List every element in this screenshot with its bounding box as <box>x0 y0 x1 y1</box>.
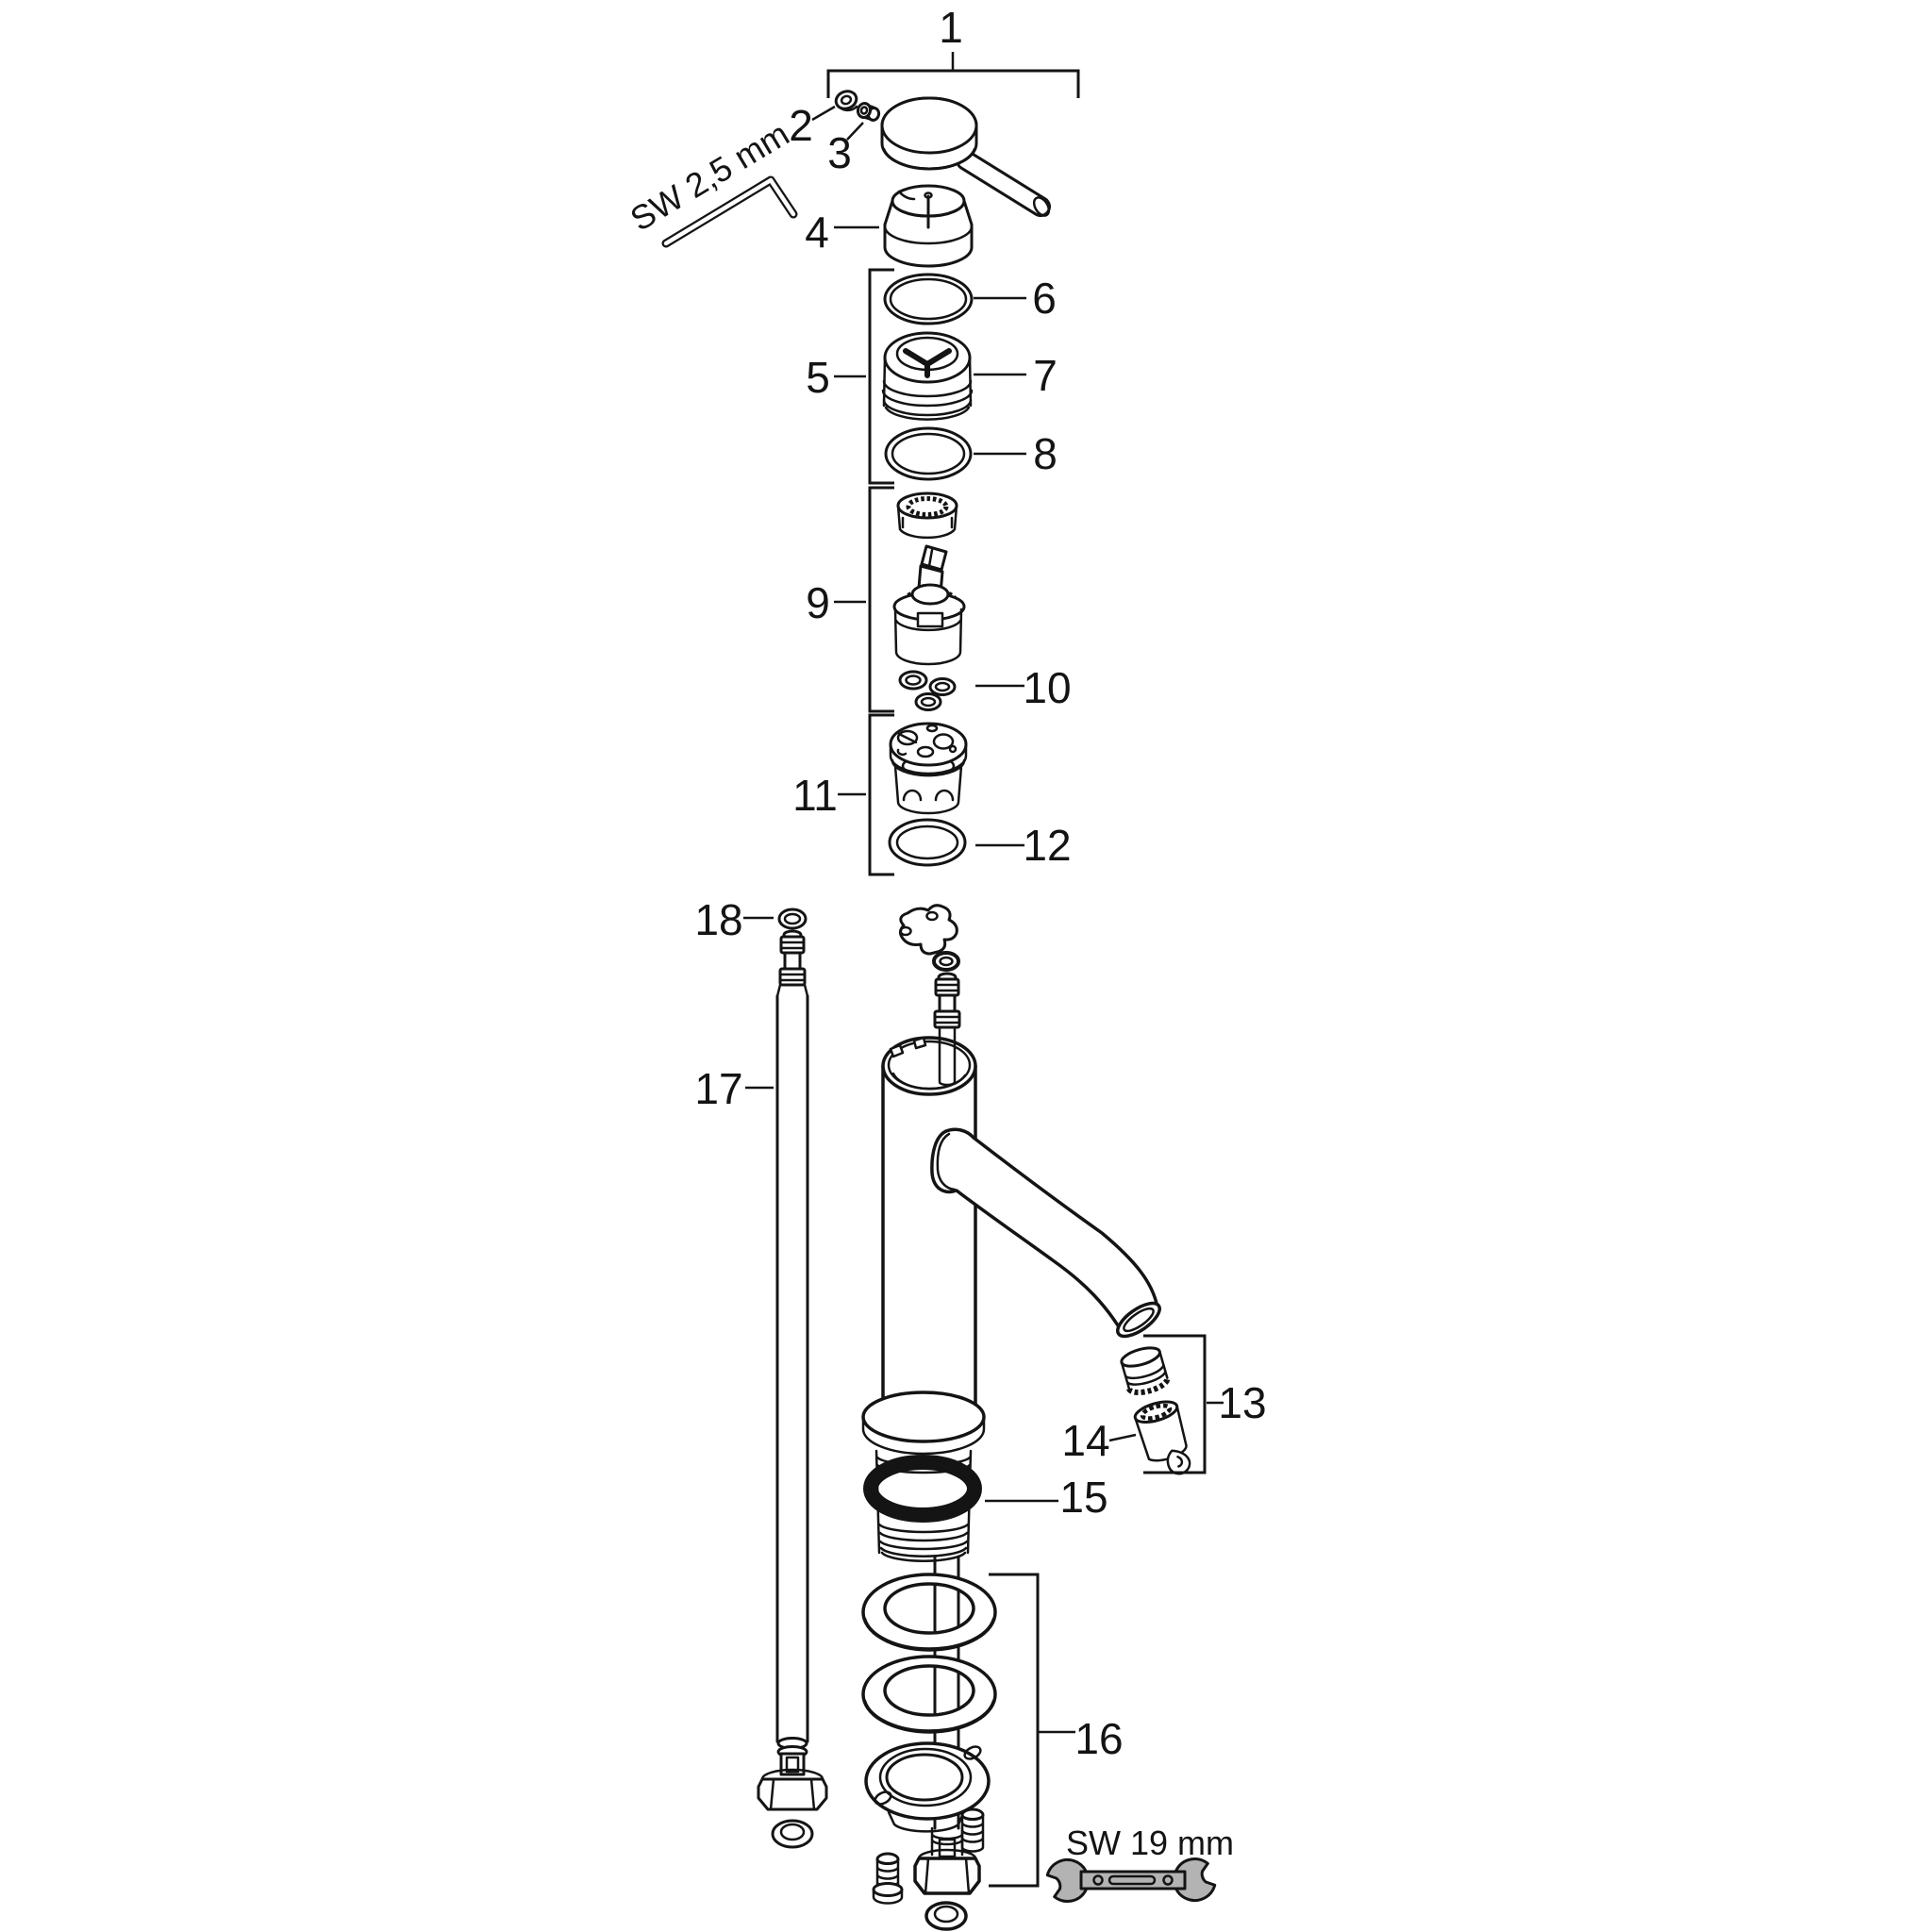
bracket-part-1 <box>828 71 1078 98</box>
part-lock-ring <box>898 493 957 538</box>
part-oring-18 <box>779 909 806 928</box>
part-cap-nut <box>834 89 859 111</box>
callout-15: 15 <box>1059 1473 1108 1522</box>
callout-9: 9 <box>806 578 830 627</box>
part-shank-nut <box>915 1828 979 1893</box>
callout-13: 13 <box>1218 1378 1267 1427</box>
leader-2 <box>812 107 835 120</box>
callout-14: 14 <box>1061 1416 1110 1465</box>
part-bottom-washer <box>926 1903 966 1929</box>
part-fixation-set <box>863 1574 995 1929</box>
part-plug-screw-left <box>874 1854 902 1904</box>
callout-16: 16 <box>1074 1714 1124 1763</box>
callout-2: 2 <box>789 101 813 150</box>
bracket-part-16 <box>989 1574 1038 1886</box>
callout-3: 3 <box>827 128 852 177</box>
part-oring-12 <box>890 820 965 865</box>
part-ring-nut <box>883 333 972 420</box>
part-oring-small <box>934 953 958 970</box>
wrench-size-label: SW 19 mm <box>1066 1824 1235 1862</box>
allen-key-size-label: SW 2,5 mm <box>624 113 796 239</box>
part-plug-screw-right <box>962 1809 983 1852</box>
part-oring-15 <box>871 1462 974 1515</box>
part-aerator-housing <box>1120 1344 1170 1396</box>
part-cartridge <box>894 546 964 664</box>
callout-10: 10 <box>1023 663 1072 712</box>
part-oring-8 <box>886 428 971 479</box>
callout-11: 11 <box>792 771 838 820</box>
callout-17: 17 <box>694 1064 743 1113</box>
leader-14 <box>1109 1435 1136 1441</box>
callout-7: 7 <box>1033 351 1058 400</box>
part-sleeve <box>885 186 972 266</box>
callout-4: 4 <box>805 208 829 257</box>
part-aerator-insert <box>1133 1398 1195 1482</box>
part-cross-gasket <box>901 906 958 954</box>
callout-5: 5 <box>806 353 830 402</box>
part-hose <box>758 931 826 1847</box>
callout-8: 8 <box>1033 429 1058 478</box>
part-faucet-body <box>883 1038 975 1413</box>
part-diverter <box>891 724 966 813</box>
bracket-part-9 <box>870 488 894 711</box>
callout-6: 6 <box>1032 274 1057 323</box>
part-oring-6 <box>885 275 972 324</box>
part-grub-screw <box>857 102 880 122</box>
part-seal-set <box>900 672 955 710</box>
callout-18: 18 <box>694 895 743 944</box>
callout-1: 1 <box>939 3 963 52</box>
callout-12: 12 <box>1023 821 1072 870</box>
